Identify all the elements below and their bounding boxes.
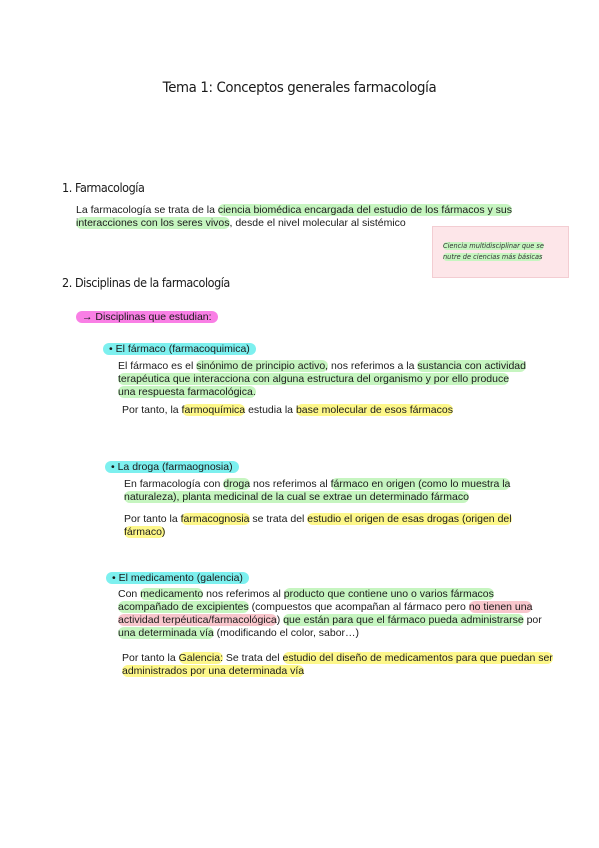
farmacologia-definition: La farmacología se trata de la ciencia biomédica encargada del estudio de los fármacos y sus interacciones con los seres vivos, desde el nivel molecular al sistémico [76,204,513,229]
farmaco-conclusion: Por tanto, la farmoquímica estudia la base molecular de esos fármacos [122,404,453,416]
discipline-label-medicamento: • El medicamento (galencia) [106,572,249,585]
medicamento-conclusion: Por tanto la Galencia: Se trata del estudio del diseño de medicamentos para que puedan ser administrados por una determinada vía [122,652,553,677]
farmaco-definition: El fármaco es el sinónimo de principio activo, nos referimos a la sustancia con actividad terapéutica que interacciona con alguna estructura del organismo y por ello produce una respuesta farmacológica. [118,360,526,398]
section-heading-farmacologia: 1. Farmacología [62,180,145,195]
discipline-label-droga: • La droga (farmaognosia) [105,461,239,474]
page-title: Tema 1: Conceptos generales farmacología [162,80,437,96]
sticky-note [432,226,569,278]
section-heading-disciplinas: 2. Disciplinas de la farmacología [62,275,230,290]
droga-definition: En farmacología con droga nos referimos al fármaco en origen (como lo muestra la naturaleza), planta medicinal de la cual se extrae un determinado fármaco [124,478,511,503]
note-line-2: nutre de ciencias más básicas [443,253,543,261]
disciplinas-subheading: → Disciplinas que estudian: [76,311,218,324]
medicamento-definition: Con medicamento nos referimos al producto que contiene uno o varios fármacos acompañado de excipientes (compuestos que acompañan al fármaco pero no tienen una actividad terpéutica/farmacológica) que están para que el fármaco pueda administrarse por una determinada vía (modificando el color, sabor…) [118,588,542,639]
droga-conclusion: Por tanto la farmacognosia se trata del estudio el origen de esas drogas (origen del fármaco) [124,513,512,538]
note-line-1: Ciencia multidisciplinar que se [443,242,544,250]
discipline-label-farmaco: • El fármaco (farmacoquimica) [103,343,256,356]
